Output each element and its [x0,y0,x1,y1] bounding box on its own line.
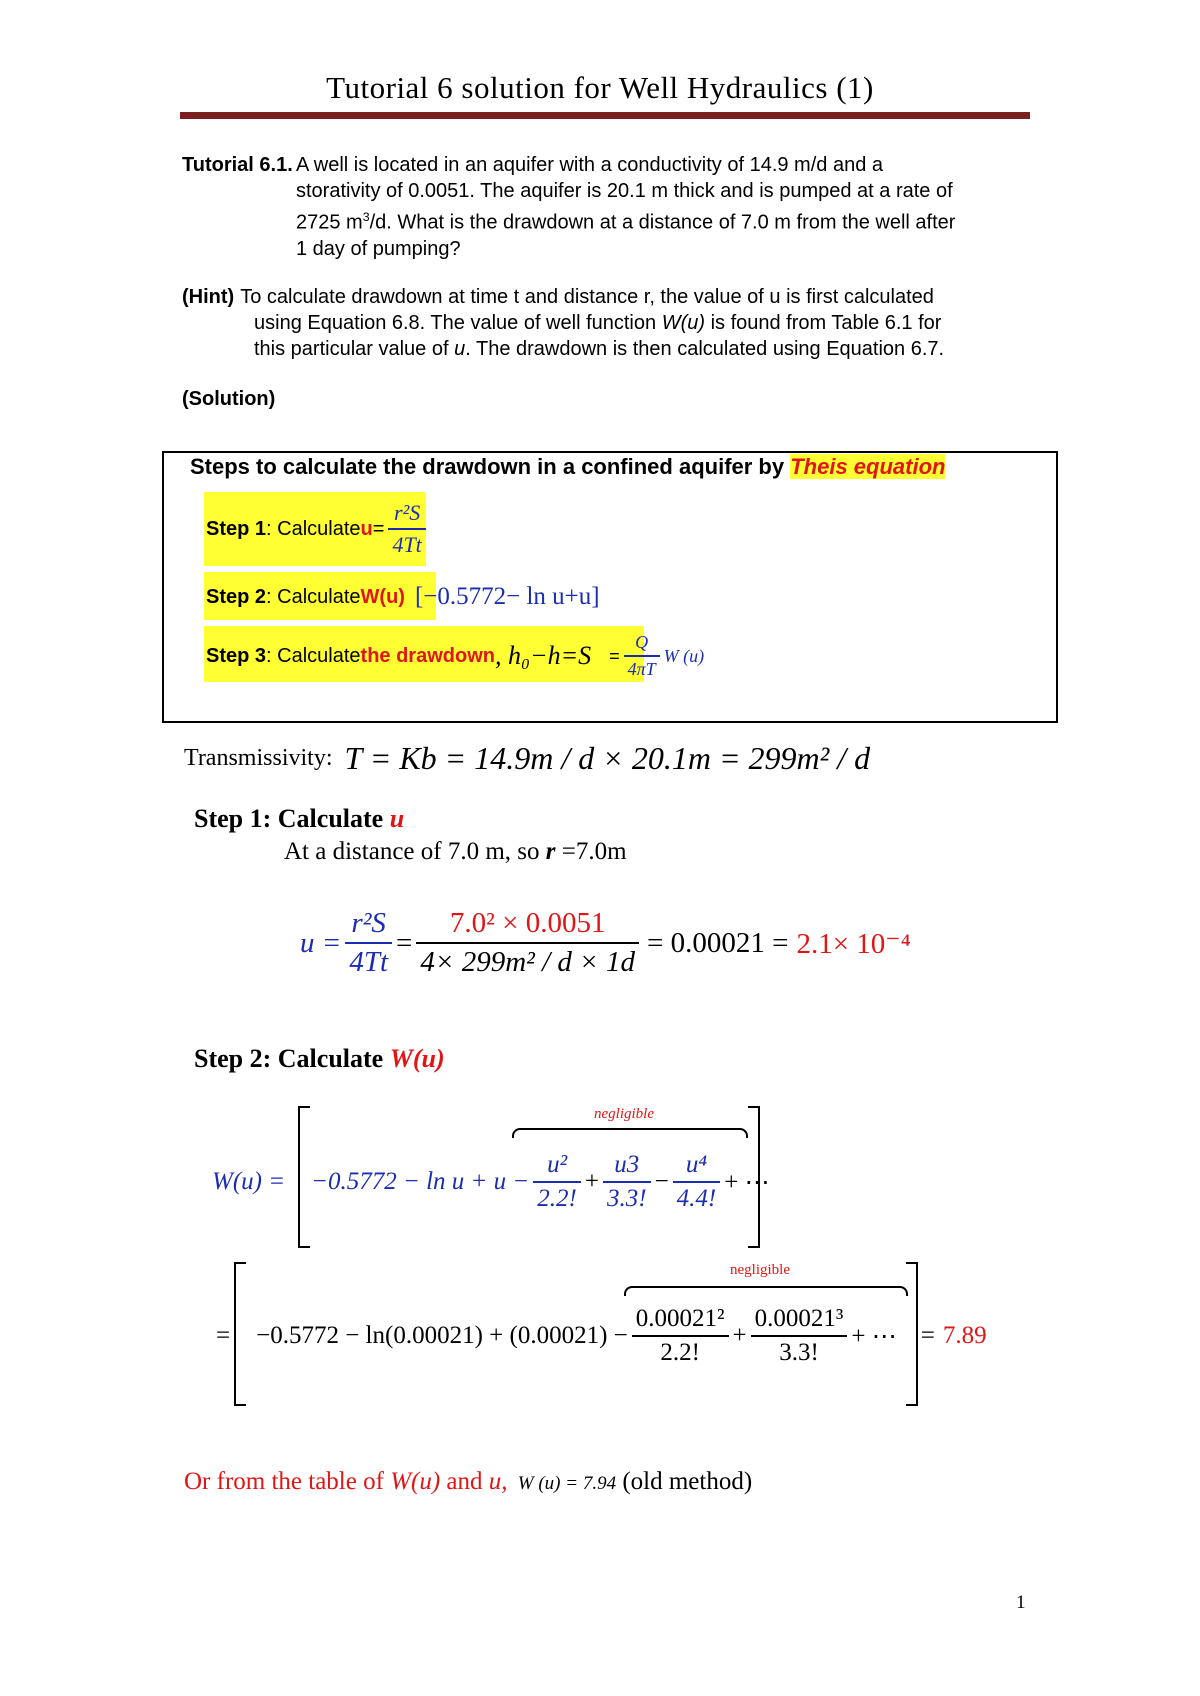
problem-statement [182,152,1042,262]
transmissivity-formula: T = Kb = 14.9m / d × 20.1m = 299m² / d [344,739,871,776]
step1-label: Step 1 [206,517,267,540]
step3-text: : Calculate [266,644,361,667]
u-result: = 0.00021 = [646,926,789,959]
steps-box-heading [190,454,945,480]
step2-formula: [−0.5772− ln u+u] [414,583,600,610]
wu-negligible-brace [512,1128,748,1138]
steps-box-step-2 [206,578,600,616]
theis-equation-highlight: Theis equation [790,454,946,479]
step3-eq2: = [609,645,620,666]
problem-line-3-b: /d. What is the drawdown at a distance of 7.0 m from the well after [369,211,956,234]
wu-t3-num: u⁴ [685,1151,708,1178]
wu-t1-den: 2.2! [533,1181,581,1213]
title-divider [180,112,1030,119]
step3-var: the drawdown [360,644,495,667]
step1-fraction [388,500,425,558]
step1-u-equation [300,898,911,988]
wu-s1-num: 0.00021² [635,1305,725,1332]
hint-line-1: To calculate drawdown at time t and distance r, the value of u is first calculated [240,286,934,308]
wu-sub-eq: = [216,1322,231,1349]
wu-s1-den: 2.2! [632,1335,729,1367]
step2-var: W(u) [360,585,405,608]
step3-tail: W (u) [663,645,705,666]
wu-result-eq: = [920,1322,935,1349]
step3-num: Q [635,632,649,652]
wu-sub-term-1 [632,1305,729,1367]
wu-sub-negligible-label: negligible [730,1262,790,1278]
step1-distance-text: At a distance of 7.0 m, so [284,838,546,865]
table-note-formula: W (u) = 7.94 [517,1473,617,1494]
wu-t1-num: u² [547,1151,568,1178]
u-f2-den: 4× 299m² / d × 1d [416,942,639,979]
wu-sub-plus: + [732,1322,747,1349]
wu-t2-num: u3 [614,1151,640,1178]
step1-heading [194,804,404,834]
table-note-wu: W(u) [390,1468,441,1495]
u-f2-num: 7.0² × 0.0051 [449,907,606,939]
transmissivity-line [184,736,870,780]
step1-heading-rest: : Calculate [262,804,390,833]
step2-heading-title: Step 2: Calculate [194,1044,390,1073]
wu-term-1 [533,1151,581,1213]
u-fraction-2 [416,907,639,979]
hint-line-2-wu: W(u) [661,312,706,334]
wu-terms: −0.5772 − ln u + u − [311,1168,530,1195]
steps-heading-text: Steps to calculate the drawdown in a confined aquifer by [190,454,791,479]
wu-tail: + ⋯ [724,1169,770,1196]
hint-label: (Hint) [182,286,235,308]
u-fraction-1 [345,907,392,979]
wu-sub-terms: −0.5772 − ln(0.00021) + (0.00021) − [256,1322,628,1349]
hint-line-3-b: . The drawdown is then calculated using Equation 6.7. [465,338,945,360]
step1-text: : Calculate [266,517,361,540]
u-eq: = [396,926,413,959]
wu-sub-term-2 [751,1305,848,1367]
hint-line-3-u: u [454,338,466,360]
step3-eq: , h₀−h=S [494,641,592,670]
wu-s2-den: 3.3! [751,1335,848,1367]
step2-heading-var: W(u) [389,1044,445,1073]
table-note-and: and [440,1468,489,1495]
table-note-text: Or from the table of [184,1468,391,1495]
step1-den: 4Tt [388,528,425,558]
wu-substituted-equation [216,1292,987,1380]
wu-t2-den: 3.3! [603,1181,651,1213]
step1-r-value: =7.0m [555,838,627,865]
step2-heading [194,1044,445,1074]
step3-fraction [624,632,660,680]
problem-line-3-sup: 3 [362,210,370,224]
hint-line-3 [182,336,1042,362]
step1-distance-line [284,838,627,866]
problem-line-2: storativity of 0.0051. The aquifer is 20.1 m thick and is pumped at a rate of [296,180,953,202]
problem-label: Tutorial 6.1. [182,154,293,176]
wu-minus: − [654,1168,669,1195]
steps-box-step-3 [206,632,704,680]
hint-line-3-a: this particular value of [254,338,455,360]
problem-line-3 [182,204,1042,236]
table-note-method: (old method) [622,1468,753,1495]
step1-heading-var: u [389,804,405,833]
step1-r-label: r [545,838,556,865]
step3-den: 4πT [624,655,660,680]
step1-heading-title: Step 1 [194,804,263,833]
u-f1-den: 4Tt [345,942,392,979]
wu-t3-den: 4.4! [673,1181,721,1213]
step1-eq: = [372,517,385,540]
wu-result: 7.89 [942,1322,987,1349]
step1-var: u [360,517,373,540]
transmissivity-label: Transmissivity: [184,744,333,771]
wu-lhs: W(u) = [212,1168,286,1195]
hint-line-2 [182,310,1042,336]
step3-label: Step 3 [206,644,267,667]
wu-term-2 [603,1151,651,1213]
wu-sub-tail: + ⋯ [851,1323,897,1350]
wu-negligible-label: negligible [594,1106,654,1122]
hint-line-2-a: using Equation 6.8. The value of well function [254,312,662,334]
page-number: 1 [1016,1592,1026,1613]
solution-label: (Solution) [182,388,276,410]
problem-line-4: 1 day of pumping? [296,237,461,260]
step1-num: r²S [394,500,421,525]
u-f1-num: r²S [351,907,386,939]
steps-box-step-1 [206,496,430,562]
problem-line-3-a: 2725 m [296,211,363,234]
table-note [184,1468,752,1496]
page-title: Tutorial 6 solution for Well Hydraulics (1) [326,70,874,105]
wu-plus: + [584,1168,599,1195]
table-note-u: u, [488,1468,508,1495]
problem-line-1: A well is located in an aquifer with a conductivity of 14.9 m/d and a [296,154,884,176]
u-result-sci: 2.1× 10⁻⁴ [796,927,911,960]
hint-block [182,284,1042,362]
step2-text: : Calculate [266,585,361,608]
wu-s2-num: 0.00021³ [754,1305,844,1332]
wu-term-3 [673,1151,721,1213]
wu-general-equation [212,1138,770,1226]
hint-line-2-b: is found from Table 6.1 for [705,312,942,334]
u-lhs: u = [300,926,342,959]
step2-label: Step 2 [206,585,267,608]
